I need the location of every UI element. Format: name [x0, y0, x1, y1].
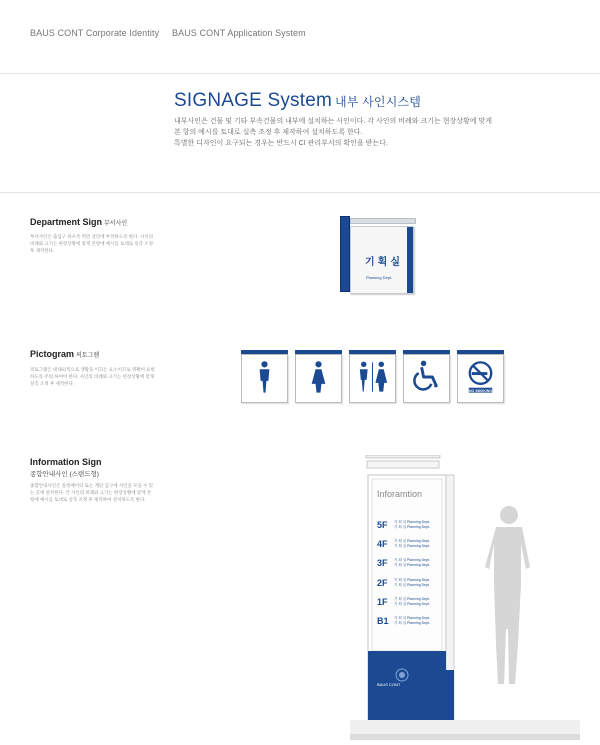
page-title: SIGNAGE System 내부 사인시스템: [174, 90, 422, 111]
information-sign-subtitle: 종합안내사인 (스탠드형): [30, 471, 99, 478]
department-sign-english: Planning Dept.: [366, 275, 393, 280]
floor-row: 5F 기 획 실 Planning Dept. 기 획 실 Planning Dept.: [377, 520, 431, 530]
pictogram-restroom: [349, 350, 396, 403]
floor-row: 4F 기 획 실 Planning Dept. 기 획 실 Planning Dept.: [377, 539, 431, 549]
divider: [0, 73, 600, 74]
nav-corporate-identity[interactable]: BAUS CONT Corporate Identity: [30, 28, 160, 38]
nav-application-system[interactable]: BAUS CONT Application System: [172, 28, 306, 38]
no-smoking-label: NO SMOKING: [469, 388, 492, 393]
floor-row: 1F 기 획 실 Planning Dept. 기 획 실 Planning Dept.: [377, 597, 431, 607]
department-sign-illustration: [340, 216, 420, 296]
floor-row: 2F 기 획 실 Planning Dept. 기 획 실 Planning Dept.: [377, 578, 431, 588]
information-sign-heading: Information Sign: [30, 457, 102, 467]
pictogram-description: 픽토그램은 대내외적으로 생활을 이끄는 요소이므로 명확히 표현하도록 주의 하여야 한다. 사인의 비례와 크기는 현장상황에 맞게 실측 조정 후 제작한다.: [30, 367, 155, 386]
department-sign-heading: Department Sign 부서사인: [30, 217, 128, 227]
restroom-icon: [353, 359, 392, 395]
information-sign-title: Inforamtion: [377, 489, 423, 499]
baus-cont-logo: BAUS CONT: [377, 682, 401, 687]
female-icon: [299, 359, 338, 395]
male-icon: [245, 359, 284, 395]
information-sign-description: 종합안내사인은 올레베이터 또는 계단 입구에 사인을 모을 수 있는 곳에 설치한다. 각 사인의 비례와 크기는 현장상황에 맞게 본 항에 예시를 토대로 실측 조정 후 제작하여 설치하도록 한다.: [30, 483, 154, 502]
floor-row: 3F 기 획 실 Planning Dept. 기 획 실 Planning Dept.: [377, 558, 431, 568]
wheelchair-icon: [407, 359, 446, 395]
no-smoking-icon: [461, 359, 500, 395]
department-sign-korean: 기획실: [365, 257, 403, 268]
pictogram-no-smoking: [457, 350, 504, 403]
top-navigation: [0, 0, 600, 70]
floor-row: B1 기 획 실 Planning Dept. 기 획 실 Planning Dept.: [377, 616, 431, 626]
pictogram-male: [241, 350, 288, 403]
pictogram-female: [295, 350, 342, 403]
department-sign-description: 부서사인은 출입구 좌우측 벽면 상단에 부착하도록 한다. 사인의 비례와 크기는 현장상황에 맞게 본항에 예시를 토대로 실측 조정 후 제작한다.: [30, 234, 154, 253]
pictogram-accessible: [403, 350, 450, 403]
page-description: 내부사인은 건물 및 기타 부속건물의 내부에 설치하는 사인이다. 각 사인의 비례와 크기는 현장상황에 맞게 본 항의 예시를 토대로 실측 조정 후 제작하여 설치하도록 한다. 특별한 디자인이 요구되는 경우는 반드시 CI 관리부서의 확인을 받는다.: [174, 118, 492, 147]
pictogram-heading: Pictogram 픽토그램: [30, 349, 100, 359]
divider: [0, 192, 600, 193]
